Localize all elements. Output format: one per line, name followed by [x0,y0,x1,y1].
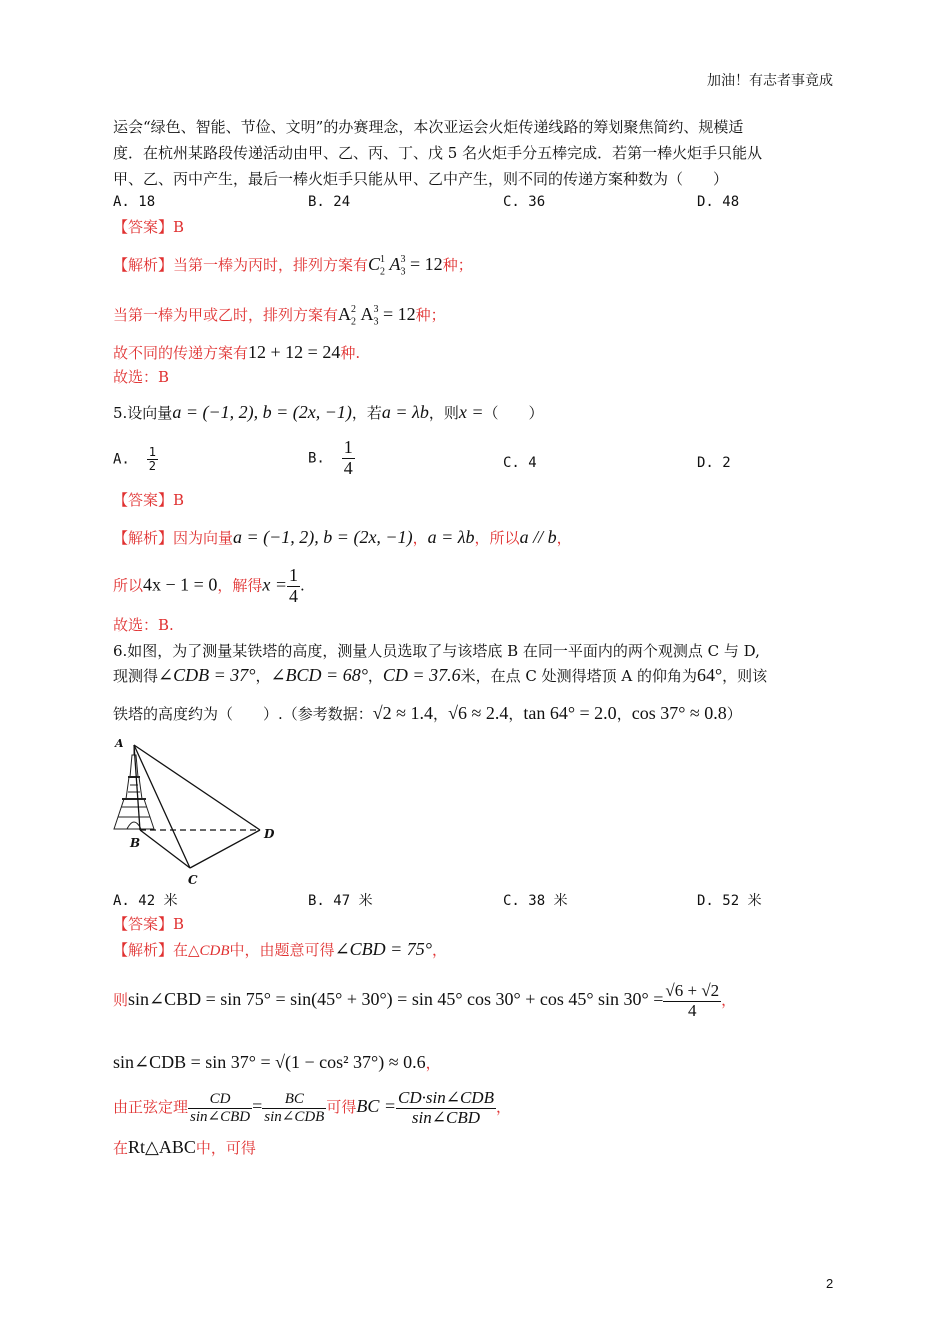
q6-rt-line: 在Rt△ABC中，可得 [113,1137,256,1157]
q5-option-b: B. $\frac{1}{4}$ [308,437,353,478]
label-d: D [264,827,275,841]
eiffel-tower-icon [114,745,154,829]
q6-sin-cdb-expr: sin∠CDB = sin 37° = √(1 − cos² 37°) ≈ 0.6 [113,1052,426,1072]
q6-line3: 铁塔的高度约为（ ）.（参考数据：√2 ≈ 1.4，√6 ≈ 2.4，tan 64° = 2.0，cos 37° ≈ 0.8） [113,703,742,723]
edge-cd [190,830,260,868]
q4-choose: 故选：B [113,368,170,386]
q4-analysis-tail2: 种； [415,306,446,324]
q4-option-d: D. 48 [697,194,740,210]
q6-sin-cdb-line: sin∠CDB = sin 37° = √(1 − cos² 37°) ≈ 0.6， [113,1052,441,1072]
q4-line-c-tail: 种. [340,344,361,362]
q6-law-frac3: $\frac{\text{CD·sin∠CDB}}{\text{sin∠CBD}}$ [398,1088,494,1127]
q5-choose: 故选：B. [113,616,174,634]
q5-answer: 【答案】B [113,491,185,509]
q6-option-b: B. 47 米 [308,893,373,909]
q4-option-a: A. 18 [113,194,156,210]
q4-option-b: B. 24 [308,194,351,210]
q5-analysis-line1: 【解析】因为向量a = (−1, 2), b = (2x, −1)，a = λb，所以a // b， [113,527,572,547]
q6-sin-cbd-frac: $\frac{√6 + √2}{4}$ [665,981,720,1020]
q6-option-c: C. 38 米 [503,893,568,909]
q5-analysis-line2: 所以4x − 1 = 0，解得x = $\frac{1}{4}$ . [113,565,305,606]
q5-stem [113,402,544,423]
q5-option-d: D. 2 [697,455,731,471]
q6-option-d: D. 52 米 [697,893,762,909]
q6-law-frac2: $\frac{BC}{\text{sin∠CDB}}$ [264,1091,325,1125]
label-b: B [130,836,141,850]
q6-law-frac1: $\frac{CD}{\text{sin∠CBD}}$ [190,1091,251,1125]
page-number: 2 [826,1276,834,1291]
q5-stem-prefix: 5.设向量 [113,404,173,422]
q4-line3: 甲、乙、丙中产生，最后一棒火炬手只能从甲、乙中产生，则不同的传递方案种数为（ ） [113,170,729,188]
q4-comb-expr2: $A_2$ 2 $A_3$ 3 = 12 [338,304,416,328]
q4-analysis-line3 [113,342,360,363]
q5-stem-mid: ，若 [351,404,382,422]
q4-line1: 运会“绿色、智能、节俭、文明”的办赛理念，本次亚运会火炬传递线路的筹划聚焦简约、规模适 [113,118,744,136]
q4-line2: 度．在杭州某路段传递活动由甲、乙、丙、丁、戊 5 名火炬手分五棒完成．若第一棒火炬手只能从 [113,144,763,162]
q6-sin-cbd-expr: sin∠CBD = sin 75° = sin(45° + 30°) = sin 45° cos 30° + cos 45° sin 30° = [128,989,664,1010]
q4-option-c: C. 36 [503,194,546,210]
q4-comb-expr1: $C_2$ 1 $A_3$ 3 = 12 [368,254,443,278]
q5-option-a: A. $\frac{1}{2}$ [113,445,156,474]
q5-line2-frac: $\frac{1}{4}$ [288,565,298,606]
q4-line-c: 故不同的传递方案有 [113,344,249,362]
label-c: C [188,873,198,887]
q4-analysis-tail1: 种； [442,256,473,274]
q5-stem-end: （ ） [483,404,544,422]
q4-analysis-line1 [113,254,473,283]
label-a: A [115,737,124,750]
q6-sine-law-line: 由正弦定理 $\frac{CD}{\text{sin∠CBD}}$ = $\frac{BC}{\text{sin∠CDB}}$ 可得BC = $\frac{\text{CD·sin∠CDB}}{\text{sin∠CBD}}$ ， [113,1088,511,1127]
q5-stem-expr3: x = [458,402,484,422]
q6-sin-cbd-line: 则sin∠CBD = sin 75° = sin(45° + 30°) = sin 45° cos 30° + cos 45° sin 30° = $\frac{√6 + √2}{4}$ ， [113,981,737,1020]
q4-answer: 【答案】B [113,218,185,236]
q6-line2: 现测得∠CDB = 37°，∠BCD = 68°，CD = 37.6米，在点 C 处测得塔顶 A 的仰角为64°，则该 [113,665,768,685]
q5-option-c: C. 4 [503,455,537,471]
q5-stem-mid2: ，则 [428,404,459,422]
q5-stem-expr2: a = λb [381,402,429,422]
q5-line2-expr: 4x − 1 = 0 [143,574,218,595]
q4-line-b: 当第一棒为甲或乙时，排列方案有 [113,306,339,324]
q5-analysis-label: 【解析】因为向量 [113,529,234,547]
q4-analysis-line2 [113,304,446,333]
edge-bc [140,830,190,868]
q5-stem-expr: a = (−1, 2), b = (2x, −1) [172,402,352,422]
q4-line-c-expr: 12 + 12 = 24 [248,342,341,362]
q6-analysis-line1: 【解析】在△CDB中，由题意可得∠CBD = 75°， [113,939,448,959]
q6-option-a: A. 42 米 [113,893,178,909]
q6-line1: 6.如图，为了测量某铁塔的高度，测量人员选取了与该塔底 B 在同一平面内的两个观测点 C 与 D, [113,642,760,660]
header-motto: 加油！有志者事竟成 [707,73,833,89]
q5-analysis-expr: a = (−1, 2), b = (2x, −1) [233,527,413,547]
q5-analysis-expr3: a // b [519,527,557,547]
q4-analysis-label: 【解析】当第一棒为丙时，排列方案有 [113,256,369,274]
q6-answer: 【答案】B [113,915,185,933]
q5-line2-expr2: x = [262,574,287,595]
tower-figure [112,737,292,887]
q5-analysis-expr2: a = λb [427,527,475,547]
